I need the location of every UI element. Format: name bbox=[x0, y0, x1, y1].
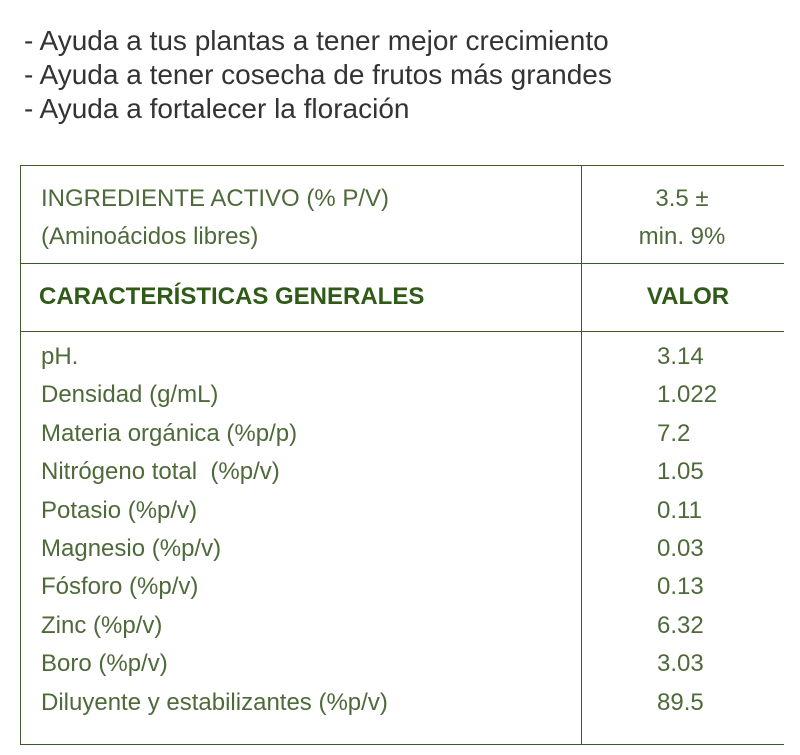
property-name: pH. bbox=[41, 343, 79, 370]
property-value: 3.03 bbox=[657, 650, 704, 678]
table-row bbox=[21, 453, 781, 491]
table-row bbox=[21, 645, 781, 683]
property-name: Materia orgánica (%p/p) bbox=[41, 419, 298, 447]
benefit-item: - Ayuda a fortalecer la floración bbox=[24, 93, 410, 124]
property-value: 1.022 bbox=[657, 381, 718, 409]
value-header: VALOR bbox=[646, 283, 730, 310]
characteristics-header: CARACTERÍSTICAS GENERALES bbox=[39, 283, 425, 310]
active-ingredient-value-line1: 3.5 ± bbox=[655, 185, 709, 212]
active-ingredient-value bbox=[581, 180, 783, 256]
row-divider bbox=[21, 263, 784, 264]
property-name: Boro (%p/v) bbox=[41, 650, 168, 678]
benefit-item: - Ayuda a tus plantas a tener mejor crecimiento bbox=[24, 25, 609, 56]
property-name: Potasio (%p/v) bbox=[41, 496, 198, 524]
property-value: 1.05 bbox=[657, 458, 704, 486]
table-row bbox=[21, 568, 781, 606]
benefits-list bbox=[24, 24, 612, 126]
row-divider bbox=[21, 331, 784, 332]
property-value: 7.2 bbox=[657, 419, 691, 447]
property-value: 0.11 bbox=[657, 496, 702, 524]
table-row bbox=[21, 415, 781, 453]
table-row bbox=[21, 530, 781, 568]
property-value: 0.13 bbox=[657, 573, 704, 601]
characteristics-list bbox=[21, 338, 781, 722]
property-name: Diluyente y estabilizantes (%p/v) bbox=[41, 688, 388, 716]
table-row bbox=[21, 684, 781, 722]
active-ingredient-subtitle: (Aminoácidos libres) bbox=[41, 223, 259, 250]
table-row bbox=[21, 492, 781, 530]
property-name: Nitrógeno total (%p/v) bbox=[41, 458, 280, 486]
table-row bbox=[21, 607, 781, 645]
property-value: 6.32 bbox=[657, 611, 704, 639]
table-row bbox=[21, 376, 781, 414]
specs-table bbox=[20, 165, 784, 745]
property-value: 89.5 bbox=[657, 688, 704, 716]
property-value: 0.03 bbox=[657, 534, 704, 562]
benefit-item: - Ayuda a tener cosecha de frutos más grandes bbox=[24, 59, 612, 90]
property-value: 3.14 bbox=[657, 343, 704, 370]
active-ingredient-label bbox=[41, 180, 389, 256]
property-name: Zinc (%p/v) bbox=[41, 611, 163, 639]
property-name: Fósforo (%p/v) bbox=[41, 573, 199, 601]
active-ingredient-title: INGREDIENTE ACTIVO (% P/V) bbox=[41, 185, 390, 212]
property-name: Densidad (g/mL) bbox=[41, 381, 219, 409]
table-row bbox=[21, 338, 781, 376]
property-name: Magnesio (%p/v) bbox=[41, 534, 222, 562]
active-ingredient-value-line2: min. 9% bbox=[638, 223, 726, 250]
